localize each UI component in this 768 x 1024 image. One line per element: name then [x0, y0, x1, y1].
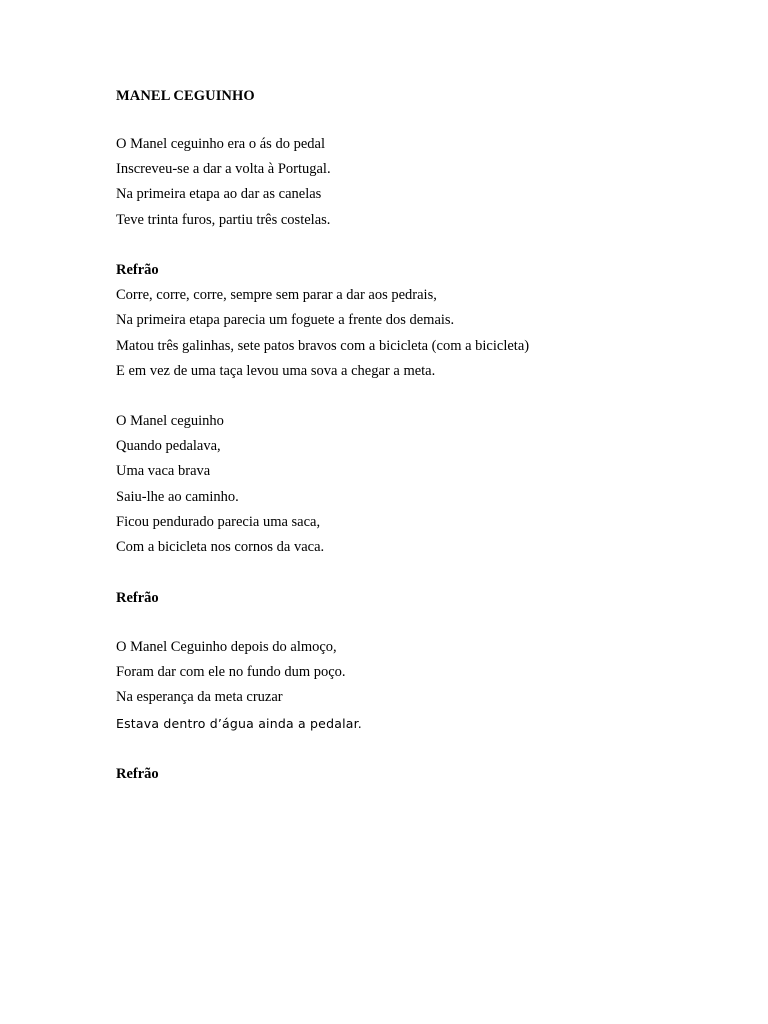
- stanza-line: Foram dar com ele no fundo dum poço.: [116, 664, 346, 681]
- refrain-block-3: [116, 762, 159, 787]
- refrain-heading: Refrão: [116, 590, 159, 606]
- stanza-line: Inscreveu-se a dar a volta à Portugal.: [116, 161, 331, 178]
- stanza-line: Teve trinta furos, partiu três costelas.: [116, 211, 331, 228]
- stanza-line: O Manel Ceguinho depois do almoço,: [116, 639, 337, 655]
- stanza-3: [116, 635, 362, 736]
- stanza-1: [116, 132, 331, 233]
- song-title: MANEL CEGUINHO: [116, 88, 255, 104]
- stanza-line: Ficou pendurado parecia uma saca,: [116, 513, 321, 530]
- refrain-block-2: [116, 586, 159, 611]
- stanza-line: Na primeira etapa ao dar as canelas: [116, 186, 322, 203]
- stanza-line: O Manel ceguinho: [116, 413, 224, 429]
- stanza-line: Na esperança da meta cruzar: [116, 689, 283, 706]
- stanza-2: [116, 409, 324, 560]
- refrain-heading: Refrão: [116, 262, 159, 278]
- stanza-line: Saiu-lhe ao caminho.: [116, 488, 239, 505]
- stanza-line: O Manel ceguinho era o ás do pedal: [116, 136, 325, 152]
- refrain-line: E em vez de uma taça levou uma sova a chegar a meta.: [116, 362, 436, 379]
- refrain-block: [116, 258, 529, 384]
- refrain-heading: Refrão: [116, 766, 159, 782]
- refrain-line: Corre, corre, corre, sempre sem parar a dar aos pedrais,: [116, 287, 437, 304]
- stanza-line: Estava dentro d’água ainda a pedalar.: [116, 715, 362, 731]
- stanza-line: Com a bicicleta nos cornos da vaca.: [116, 538, 325, 555]
- refrain-line: Na primeira etapa parecia um foguete a frente dos demais.: [116, 312, 455, 329]
- stanza-line: Uma vaca brava: [116, 463, 211, 480]
- refrain-line: Matou três galinhas, sete patos bravos com a bicicleta (com a bicicleta): [116, 337, 530, 354]
- stanza-line: Quando pedalava,: [116, 438, 221, 455]
